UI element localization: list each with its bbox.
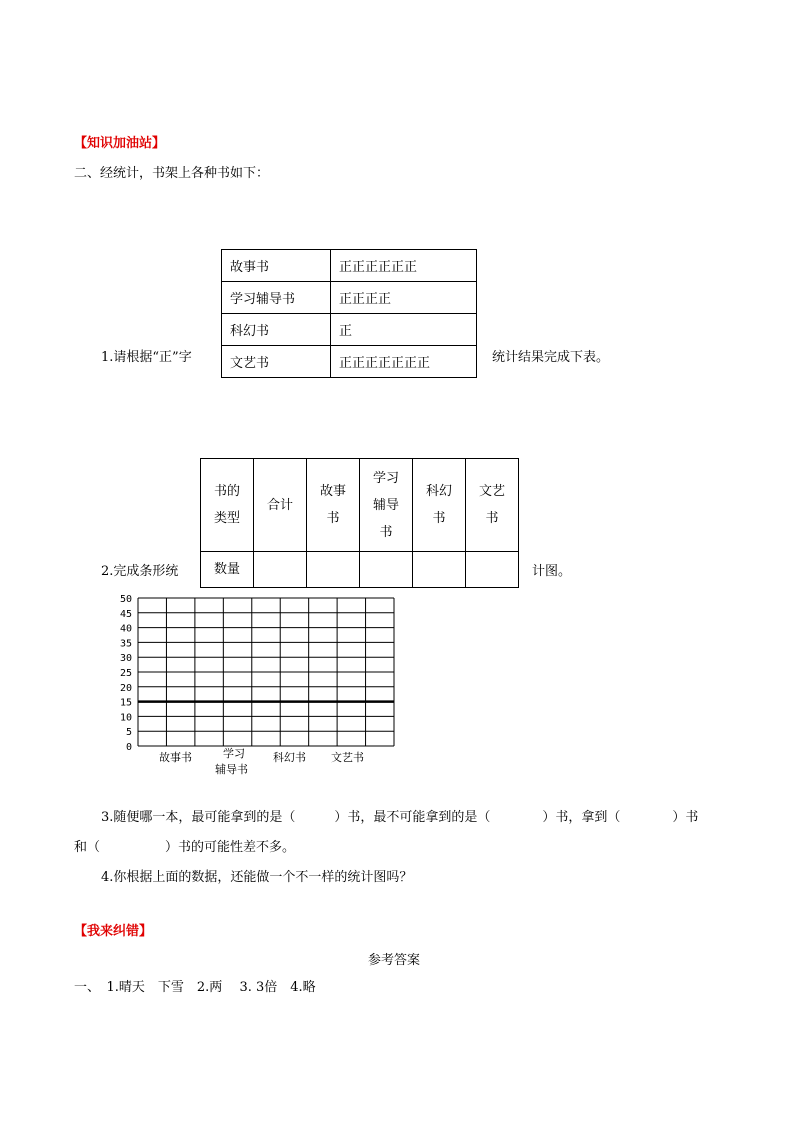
- x-label-story: 故事书: [159, 751, 192, 764]
- blank-answer-cell[interactable]: [307, 552, 360, 588]
- table-row: [222, 282, 477, 314]
- y-tick-label: 30: [119, 653, 132, 665]
- blank-answer-cell[interactable]: [413, 552, 466, 588]
- q1-suffix: 统计结果完成下表。: [492, 350, 610, 365]
- book-type-cell: 文艺书: [222, 346, 331, 378]
- q2-prefix: 2.完成条形统: [101, 564, 179, 579]
- table-row: [222, 250, 477, 282]
- header-total-cell: 合计: [254, 459, 307, 552]
- tally-cell: 正正正正正正: [331, 250, 477, 282]
- intro-text: 二、经统计，书架上各种书如下：: [74, 166, 270, 181]
- bar-chart-grid: [115, 590, 405, 780]
- x-label-scifi: 科幻书: [273, 751, 306, 764]
- header-story-line2: 书: [326, 511, 340, 526]
- header-lit-cell: [466, 459, 519, 552]
- tally-cell: 正: [331, 314, 477, 346]
- section-heading-knowledge: 【知识加油站】: [74, 136, 166, 151]
- book-type-cell: 故事书: [222, 250, 331, 282]
- y-tick-label: 10: [119, 712, 132, 724]
- y-tick-label: 40: [119, 623, 132, 635]
- x-label-lit: 文艺书: [331, 751, 364, 764]
- header-type-line2: 类型: [213, 511, 240, 526]
- tally-cell: 正正正正: [331, 282, 477, 314]
- header-type-line1: 书的: [213, 484, 240, 499]
- q4-text: 4.你根据上面的数据，还能做一个不一样的统计图吗？: [101, 870, 413, 885]
- y-axis-ticks: [120, 594, 132, 753]
- header-story-line1: 故事: [319, 484, 346, 499]
- table-row: [222, 346, 477, 378]
- y-tick-label: 0: [125, 742, 132, 753]
- section-heading-correction: 【我来纠错】: [74, 924, 153, 939]
- header-lit-line2: 书: [485, 511, 499, 526]
- header-lit-line1: 文艺: [478, 484, 505, 499]
- y-tick-label: 20: [119, 682, 132, 694]
- grid-lines: [138, 598, 394, 746]
- count-table: [200, 458, 519, 588]
- tally-table: [221, 249, 477, 378]
- book-type-cell: 学习辅导书: [222, 282, 331, 314]
- q1-prefix: 1.请根据“正”字: [101, 350, 192, 365]
- y-tick-label: 25: [119, 668, 132, 679]
- header-scifi-line2: 书: [432, 511, 446, 526]
- book-type-cell: 科幻书: [222, 314, 331, 346]
- y-tick-label: 50: [119, 594, 132, 605]
- y-tick-label: 15: [119, 697, 132, 709]
- table-row: [222, 314, 477, 346]
- row-count-label: 数量: [201, 552, 254, 588]
- header-study-line1: 学习: [372, 470, 399, 486]
- q3-line2: 和（ ）书的可能性差不多。: [74, 840, 296, 855]
- table-row: [201, 459, 519, 552]
- header-type-cell: [201, 459, 254, 552]
- blank-answer-cell[interactable]: [254, 552, 307, 588]
- header-study-line3: 书: [379, 524, 393, 540]
- y-tick-label: 45: [119, 608, 132, 620]
- tally-cell: 正正正正正正正: [331, 346, 477, 378]
- q3-line1: 3.随便哪一本，最可能拿到的是（ ）书，最不可能拿到的是（ ）书，拿到（ ）书: [101, 810, 699, 825]
- x-axis-labels: [159, 747, 364, 776]
- blank-answer-cell[interactable]: [466, 552, 519, 588]
- table-row: [201, 552, 519, 588]
- q2-suffix: 计图。: [532, 564, 572, 579]
- header-scifi-cell: [413, 459, 466, 552]
- blank-answer-cell[interactable]: [360, 552, 413, 588]
- answers-title: 参考答案: [368, 953, 421, 968]
- header-story-cell: [307, 459, 360, 552]
- answers-line: 一、 1.晴天 下雪 2.两 3. 3倍 4.略: [74, 980, 316, 995]
- header-study-cell: [360, 459, 413, 552]
- header-scifi-line1: 科幻: [425, 484, 452, 499]
- y-tick-label: 5: [125, 727, 132, 739]
- header-study-line2: 辅导: [372, 497, 399, 513]
- y-tick-label: 35: [119, 638, 132, 650]
- x-label-study-line2: 辅导书: [215, 763, 248, 776]
- x-label-study-line1: 学习: [223, 747, 245, 760]
